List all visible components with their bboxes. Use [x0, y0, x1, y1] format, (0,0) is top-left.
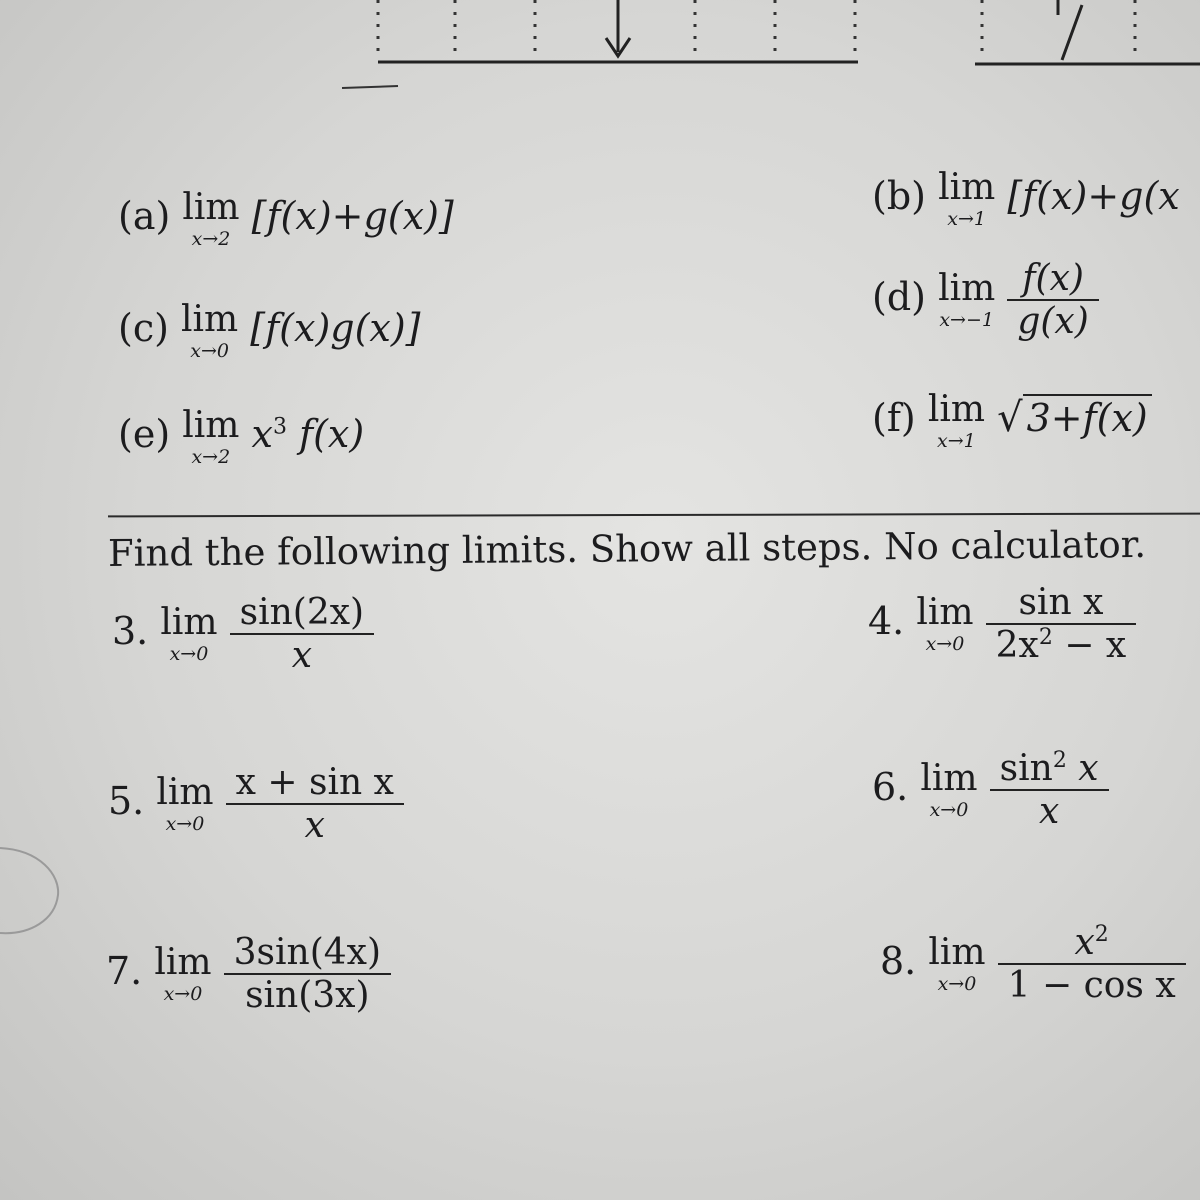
problem-7: 7. lim x→0 $\frac{3\sin(4x)}{\sin(3x)}$ — [106, 932, 391, 1017]
problem-4: 4. lim x→0 $\frac{\text{sin x}}{2x^2 - x}$ — [868, 582, 1136, 667]
limit-operator: lim x→0 — [916, 591, 974, 655]
limit-operator: lim x→0 — [160, 601, 218, 665]
part-c: (c) lim x→0 [f(x)g(x)] — [118, 299, 421, 362]
limit-operator: lim x→0 — [928, 931, 986, 995]
problem-6: 6. lim x→0 $\frac{\sin^2 x}{x}$ — [872, 748, 1109, 833]
fraction: $\frac{\text{x + sin x}}{x}$ — [226, 762, 404, 847]
limit-operator: lim x→−1 — [938, 267, 996, 331]
part-f: (f) lim x→1 √ 3+f(x) — [872, 392, 1152, 451]
limit-operator: lim x→1 — [938, 167, 996, 230]
fraction: $\frac{3\sin(4x)}{\sin(3x)}$ — [224, 932, 391, 1017]
limit-operator: lim x→2 — [182, 405, 240, 468]
problem-8: 8. lim x→0 $\frac{x^2}{\text{1 − cos x}}$ — [880, 922, 1186, 1007]
fraction: $\frac{x^2}{\text{1 − cos x}}$ — [998, 922, 1186, 1007]
limit-operator: lim x→0 — [156, 771, 214, 835]
part-d: (d) lim x→−1 $\frac{f(x)}{g(x)}$ — [872, 258, 1099, 343]
fraction: $\frac{\sin^2 x}{x}$ — [990, 748, 1109, 833]
section-divider — [108, 513, 1200, 518]
right-graph-fragment — [970, 0, 1200, 80]
sqrt-symbol: √ — [997, 395, 1023, 441]
limit-operator: lim x→0 — [154, 941, 212, 1005]
fraction: $\frac{\text{sin x}}{2x^2 - x}$ — [986, 582, 1137, 667]
fraction: $\frac{f(x)}{g(x)}$ — [1007, 258, 1098, 343]
part-b: (b) lim x→1 [f(x)+g(x — [872, 167, 1180, 230]
part-e: (e) lim x→2 $x^3$ f(x) — [118, 405, 365, 468]
problem-5: 5. lim x→0 $\frac{\text{x + sin x}}{x}$ — [108, 762, 404, 847]
limit-operator: lim x→0 — [181, 299, 239, 362]
part-a: (a) lim x→2 [f(x)+g(x)] — [118, 187, 454, 250]
hole-punch-mark — [0, 830, 70, 950]
limit-operator: lim x→1 — [927, 389, 985, 452]
instructions: Find the following limits. Show all steps. No calculator. — [107, 522, 1147, 575]
left-graph-fragment — [330, 0, 870, 100]
limit-operator: lim x→0 — [920, 757, 978, 821]
limit-operator: lim x→2 — [182, 187, 240, 250]
fraction: $\frac{\sin(2x)}{x}$ — [230, 592, 374, 677]
problem-3: 3. lim x→0 $\frac{\sin(2x)}{x}$ — [112, 592, 374, 677]
